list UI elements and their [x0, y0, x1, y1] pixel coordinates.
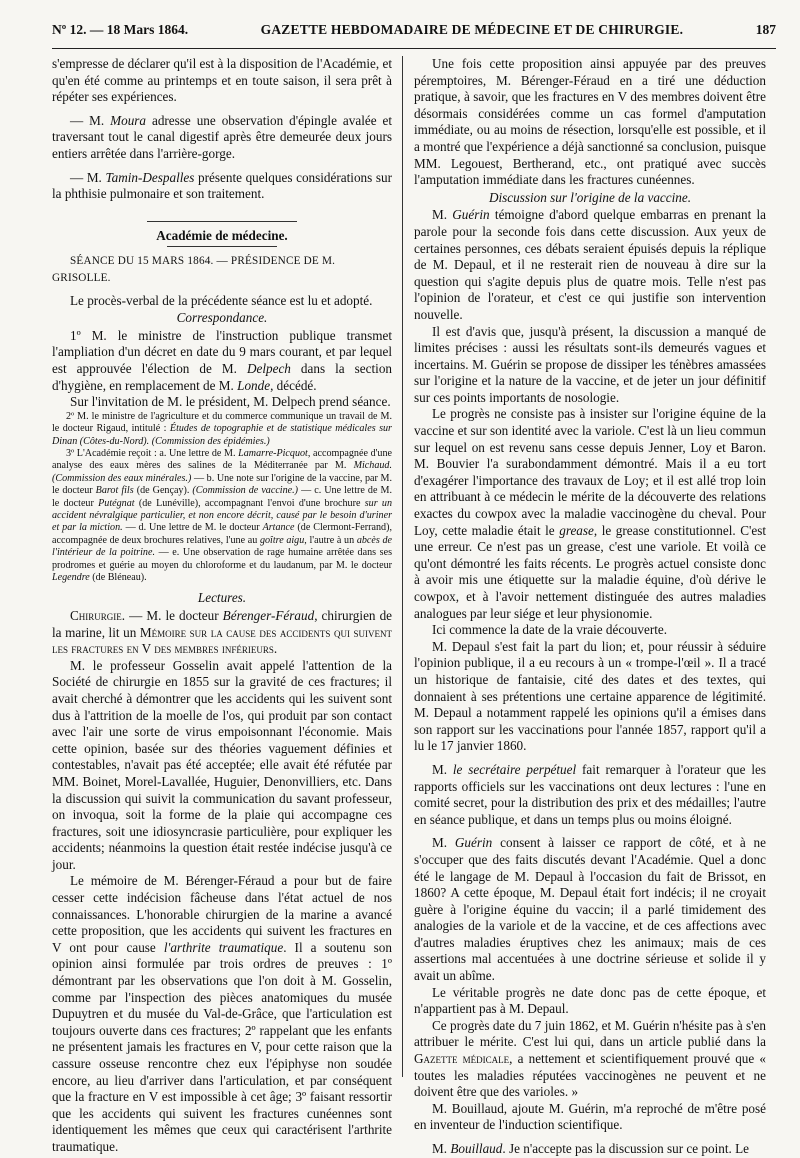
- page-number: 187: [755, 22, 776, 37]
- subheading-discussion: Discussion sur l'origine de la vaccine.: [488, 189, 692, 205]
- paragraph: Il est d'avis que, jusqu'à présent, la discussion a manqué de limites précises : aussi les résultats sont-ils demeurés vagues et incertains. M. Guérin se propose de dissiper les ténèbres amassées sur l'origine et la nature de la vaccine, et de jeter un jour définitif sur ces points importants de nosologie.: [414, 323, 766, 405]
- right-column: [414, 56, 766, 1158]
- header-rule: [52, 48, 776, 49]
- paragraph: Ici commence la date de la vraie découverte.: [432, 622, 668, 638]
- paragraph: M. Bouillaud, ajoute M. Guérin, m'a reproché de m'être posé en inventeur de l'induction scientifique.: [414, 1100, 766, 1133]
- subheading-correspondance: Correspondance.: [176, 310, 268, 326]
- paragraph: 3º L'Académie reçoit : a. Une lettre de M. Lamarre-Picquot, accompagnée d'une analyse des eaux mères des salines de la Méditerranée par M. Michaud. (Commission des eaux minérales.) — b. Une note sur l'origine de la vaccine, par M. le docteur Barot fils (de Gençay). (Commission de vaccine.) — c. Une lettre de M. le docteur Putégnat (de Lunéville), accompagnant l'envoi d'une brochure sur un accident névralgique particulier, et non encore décrit, causé par le besoin d'uriner et par la miction. — d. Une lettre de M. le docteur Artance (de Clermont-Ferrand), accompagnée de deux brochures relatives, l'une au goître aigu, l'autre à un abcès de l'intérieur de la poitrine. — e. Une observation de rage humaine arrêtée dans ses prodromes et guérie au moyen du chloroforme et du laudanum, par M. le docteur Legendre (de Bléneau).: [52, 447, 393, 583]
- subheading-lectures: Lectures.: [197, 590, 247, 606]
- journal-title: GAZETTE HEBDOMADAIRE DE MÉDECINE ET DE CHIRURGIE.: [260, 22, 684, 37]
- seance-line: SÉANCE DU 15 MARS 1864. — PRÉSIDENCE DE M. GRISOLLE.: [52, 255, 336, 284]
- page-header: [52, 22, 776, 44]
- paragraph: M. le professeur Gosselin avait appelé l'attention de la Société de chirurgie en 1855 sur la gravité de ces fractures; il avait cherché à démontrer que les accidents qui les suivent sont dus à l'attrition de la moelle de l'os, qui produit par son contact avec l'air une sorte de virus empoisonnant l'économie. Mais cette opinion, basée sur des théories vaguement définies et contestables, n'avait pas été acceptée; elle avait été réfutée par MM. Boinet, Morel-Lavallée, Huguier, Denonvilliers, etc. Dans la discussion qui suivit la communication du savant professeur, on invoqua, soit la forme de la plaie qui accompagne ces fractures, soit une idiosyncrasie particulière, pour expliquer les accidents; néanmoins la question était restée indécise jusqu'à ce jour.: [52, 657, 392, 872]
- paragraph: M. Guérin consent à laisser ce rapport de côté, et à ne s'occuper que des faits discutés devant l'Académie. Quel a donc été le langage de M. Depaul à l'occasion du fait de Brissot, en 1860? A cette époque, M. Depaul était fort indécis; il ne croyait guère à l'origine équine du vaccin; il a parlé timidement des analogies de la variole et de la vaccine, et de ces affections avec d'autres maladies éruptives chez les animaux; mais de ces assertions mal accentuées à une doctrine sérieuse et solide il y avait un abîme.: [414, 835, 766, 984]
- paragraph: M. Depaul s'est fait la part du lion; et, pour réussir à séduire l'opinion publique, il a eu recours à un « trompe-l'œil ». Il a tracé un historique de fantaisie, cité des dates et des textes, qui donnaient à ses prétentions une certaine apparence de légitimité. M. Depaul a notamment rappelé les opinions qu'il a émises dans son rapport sur les vaccinations pour l'année 1857, rapport qu'il a lu le 17 janvier 1860.: [414, 638, 766, 754]
- section-rule: [147, 221, 297, 222]
- small-print-block: [52, 411, 392, 585]
- paragraph: M. le secrétaire perpétuel fait remarquer à l'orateur que les rapports officiels sur les vaccinations ont deux lectures : l'une en comité secret, pour la distribution des prix et des médailles; l'autre en séance publique, et dans un temps plus ou moins éloigné.: [414, 761, 766, 827]
- section-rule: [167, 246, 277, 247]
- paragraph: 1º M. le ministre de l'instruction publique transmet l'ampliation d'un décret en date du 9 mars courant, et par lequel est approuvée l'élection de M. Delpech dans la section d'hygiène, en remplacement de M. Londe, décédé.: [52, 327, 393, 393]
- paragraph: 2º M. le ministre de l'agriculture et du commerce communique un travail de M. le docteur Rigaud, intitulé : Études de topographie et de statistique médicales sur Dinan (Côtes-du-Nord). (Commission des épidémies.): [52, 410, 392, 447]
- paragraph: Une fois cette proposition ainsi appuyée par des preuves péremptoires, M. Bérenger-Féraud en a tiré une déduction pratique, à savoir, que les fractures en V des membres doivent être désormais considérées comme un cas formel d'amputation immédiate, ou au moins de résection, lorsqu'elle est possible, et il a montré que l'expérience a déjà sanctionné sa conclusion, puisque MM. Legouest, Bertherand, etc., ont pratiqué avec succès l'amputation immédiate dans les fractures cunéennes.: [414, 56, 766, 188]
- left-column: [52, 56, 392, 1156]
- paragraph: — M. Tamin-Despalles présente quelques considérations sur la phthisie pulmonaire et son traitement.: [52, 169, 393, 202]
- paragraph: Sur l'invitation de M. le président, M. Delpech prend séance.: [70, 394, 391, 410]
- paragraph: Le progrès ne consiste pas à insister sur l'origine équine de la vaccine et sur son identité avec la variole. C'est là un lieu commun sur lequel on est revenu sans cesse depuis Jenner, Loy et Baron. M. Bouvier l'a surabondamment démontré. Mais il a eu tort d'exagérer l'importance des travaux de Loy; et il est allé trop loin en attribuant à ce médecin le mérite de la découverte des relations exactes du cowpox avec la maladie vaccinogène du cheval. Pour Loy, cette maladie était le grease, le grease constitutionnel. C'est une erreur. Ce n'est pas un grease, c'est une variole. Et voilà ce qu'ont démontré les faits récents. Le progrès actuel consiste donc à avoir mis une étiquette sur la maladie équine, d'où dérive le cowpox, et à l'avoir nettement distinguée des autres maladies analogues par leur siége et leur physionomie.: [414, 406, 767, 621]
- paragraph: Le procès-verbal de la précédente séance est lu et adopté.: [70, 292, 373, 308]
- issue-date: Nº 12. — 18 Mars 1864.: [52, 22, 189, 37]
- paragraph: M. Bouillaud. Je n'accepte pas la discussion sur ce point. Le: [432, 1141, 749, 1156]
- paragraph: Le véritable progrès ne date donc pas de cette époque, et n'appartient pas à M. Depaul.: [414, 984, 766, 1017]
- paragraph: — M. Moura adresse une observation d'épingle avalée et traversant tout le canal digestif après être demeurée deux jours entiers arrêtée dans l'arrière-gorge.: [52, 112, 393, 161]
- paragraph: Chirurgie. — M. le docteur Bérenger-Féraud, chirurgien de la marine, lit un Mémoire sur la cause des accidents qui suivent les fractures en V des membres inférieurs.: [52, 607, 393, 657]
- paragraph: s'empresse de déclarer qu'il est à la disposition de l'Académie, et qu'en été comme au printemps et en toute saison, il sera prêt à répéter ses expériences.: [52, 56, 392, 105]
- section-title: Académie de médecine.: [156, 227, 288, 243]
- column-divider: [402, 56, 403, 1077]
- paragraph: Ce progrès date du 7 juin 1862, et M. Guérin n'hésite pas à s'en attribuer le mérite. C'est lui qui, dans un article publié dans la Gazette médicale, a nettement et scientifiquement prouvé que « toutes les maladies réputées vaccinogènes ne peuvent et ne doivent être que des varioles. »: [414, 1017, 766, 1100]
- paragraph: M. Guérin témoigne d'abord quelque embarras en prenant la parole pour la seconde fois dans cette discussion. Aux yeux de certaines personnes, ces débats seraient épuisés depuis la réplique de M. Depaul, et il ne resterait rien de nouveau à dire sur la question qui s'agite depuis plus de quatre mois. Telle n'est pas l'opinion de l'orateur, et c'est ce qui justifie son intervention nouvelle.: [414, 207, 767, 322]
- paragraph: Le mémoire de M. Bérenger-Féraud a pour but de faire cesser cette indécision fâcheuse dans l'état actuel de nos connaissances. L'honorable chirurgien de la marine a avancé cette proposition, que les accidents qui suivent les fractures en V ont pour cause l'arthrite traumatique. Il a soutenu son opinion ainsi formulée par trois ordres de preuves : 1º démontrant par les observations que l'on doit à M. Gosselin, comme par l'inspection des pièces anatomiques du musée Dupuytren et du musée du Val-de-Grâce, que l'articulation est toujours ouverte dans ces fractures; 2º rappelant que les enfants ne présentent jamais les fractures en V, pour cette raison que la cassure osseuse rencontre chez eux l'épiphyse non soudée encore, au lieu d'arriver dans l'articulation, et par conséquent que la fracture en V est impossible à cet âge; 3º faisant ressortir que les accidents qui suivent les fractures cunéennes sont identiquement les mêmes que ceux qui caractérisent l'arthrite traumatique.: [52, 873, 392, 1154]
